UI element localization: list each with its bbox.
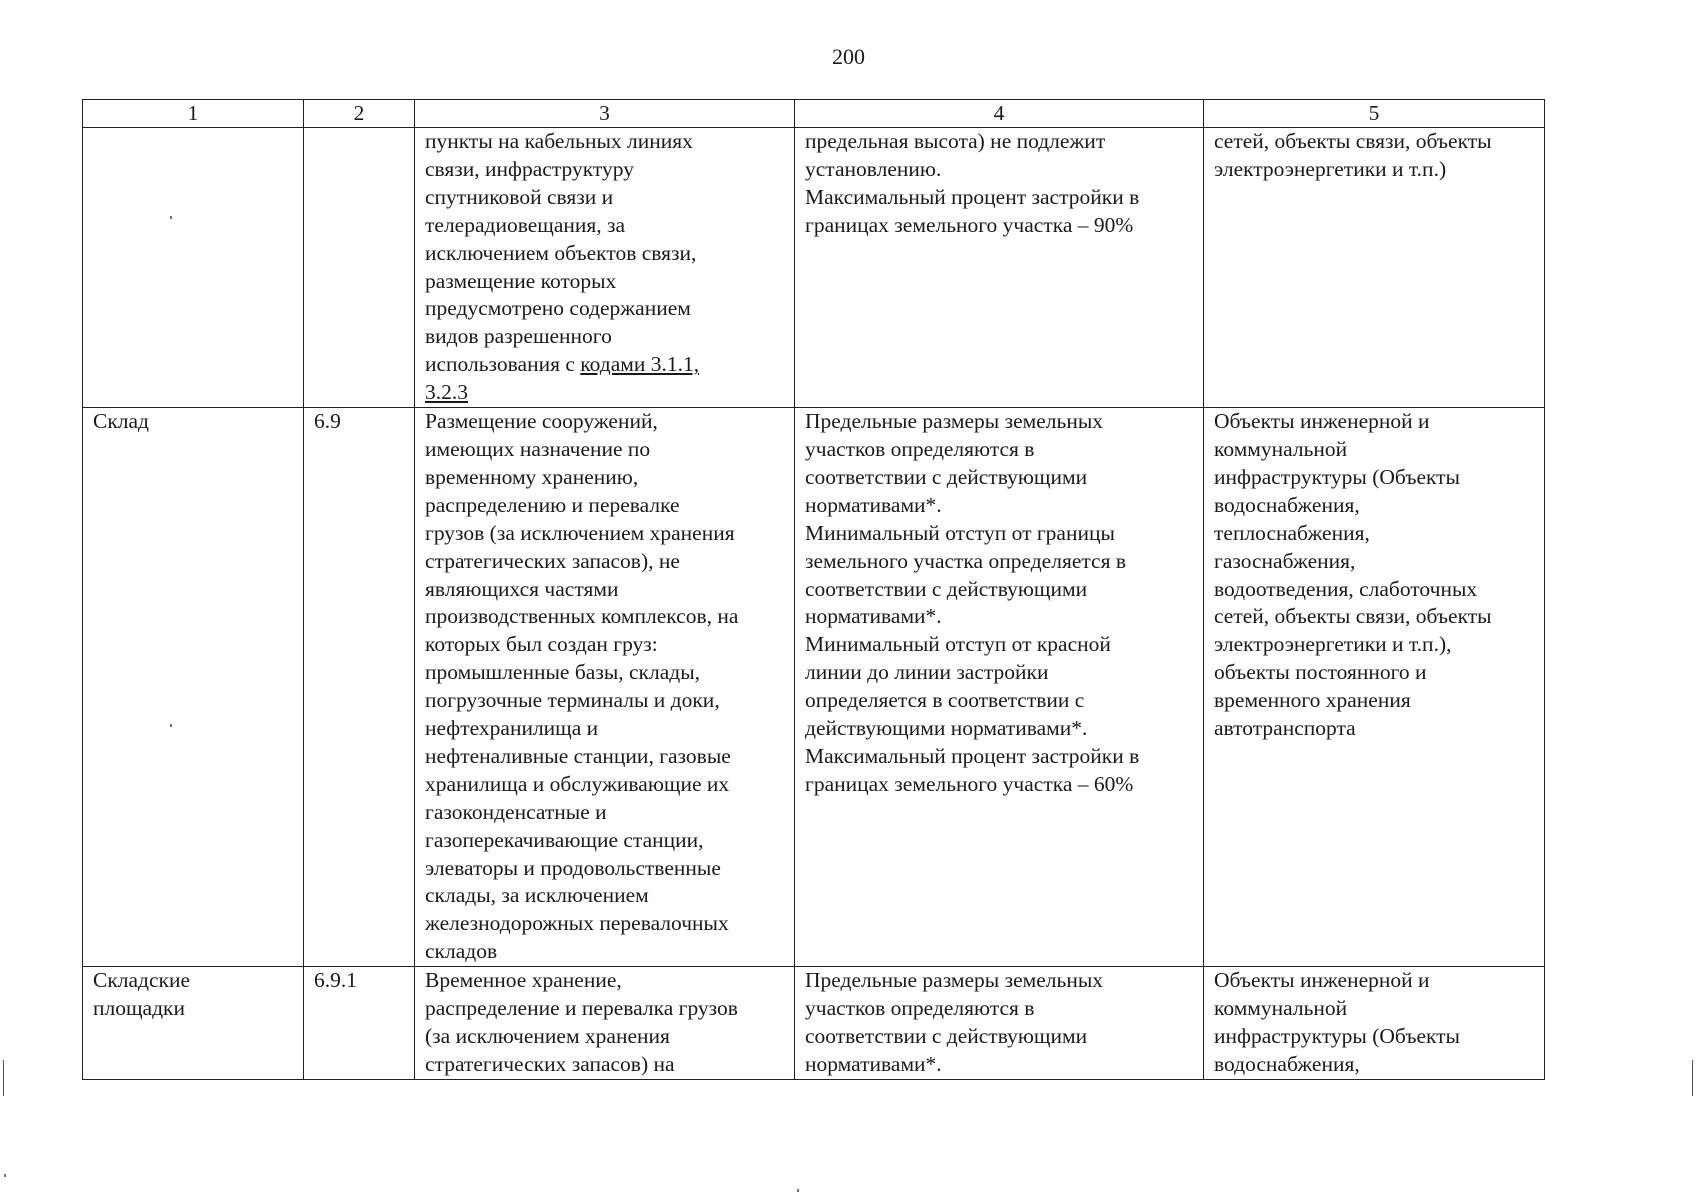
column-header-5: 5 <box>1204 100 1545 128</box>
use-type-name-cell: Склад <box>83 408 304 967</box>
scan-dot <box>4 1174 6 1177</box>
use-type-code-cell <box>304 128 415 408</box>
table-row <box>83 967 1545 1080</box>
parameters-cell: Предельные размеры земельных участков определяются в соответствии с действующими нормативами*. <box>795 967 1204 1080</box>
use-type-code-cell: 6.9.1 <box>304 967 415 1080</box>
table-row <box>83 128 1545 408</box>
parameters-cell: предельная высота) не подлежит установлению. Максимальный процент застройки в границах земельного участка – 90% <box>795 128 1204 408</box>
scan-dot <box>170 724 172 727</box>
codes-reference-link[interactable]: кодами 3.1.1, 3.2.3 <box>425 352 700 405</box>
use-type-description-cell: Размещение сооружений, имеющих назначение по временному хранению, распределению и перевалке грузов (за исключением хранения стратегических запасов), не являющихся частями производственных комплексов, на которых был создан груз: промышленные базы, склады, погрузочные терминалы и доки, нефтехранилища и нефтеналивные станции, газовые хранилища и обслуживающие их газоконденсатные и газоперекачивающие станции, элеваторы и продовольственные склады, за исключением железнодорожных перевалочных складов <box>415 408 795 967</box>
column-header-4: 4 <box>795 100 1204 128</box>
column-header-3: 3 <box>415 100 795 128</box>
scan-mark-left <box>3 1060 4 1096</box>
use-type-description-cell <box>415 128 795 408</box>
table-header-row <box>83 100 1545 128</box>
table-row <box>83 408 1545 967</box>
auxiliary-objects-cell: Объекты инженерной и коммунальной инфраструктуры (Объекты водоснабжения, теплоснабжения, газоснабжения, водоотведения, слаботочных сетей, объекты связи, объекты электроэнергетики и т.п.), объекты постоянного и временного хранения автотранспорта <box>1204 408 1545 967</box>
scan-dot <box>170 216 172 219</box>
use-type-description-cell: Временное хранение, распределение и перевалка грузов (за исключением хранения стратегических запасов) на <box>415 967 795 1080</box>
scan-dot <box>797 1189 799 1192</box>
land-use-table <box>82 99 1545 1080</box>
description-text: пункты на кабельных линиях связи, инфраструктуру спутниковой связи и телерадиовещания, за исключением объектов связи, размещение которых предусмотрено содержанием видов разрешенного использования с <box>425 129 697 377</box>
scan-mark-right <box>1692 1060 1693 1096</box>
column-header-2: 2 <box>304 100 415 128</box>
page-number: 200 <box>832 44 865 69</box>
use-type-name-cell <box>83 128 304 408</box>
auxiliary-objects-cell: сетей, объекты связи, объекты электроэнергетики и т.п.) <box>1204 128 1545 408</box>
column-header-1: 1 <box>83 100 304 128</box>
auxiliary-objects-cell: Объекты инженерной и коммунальной инфраструктуры (Объекты водоснабжения, <box>1204 967 1545 1080</box>
use-type-name-cell: Складские площадки <box>83 967 304 1080</box>
use-type-code-cell: 6.9 <box>304 408 415 967</box>
parameters-cell: Предельные размеры земельных участков определяются в соответствии с действующими нормативами*. Минимальный отступ от границы земельного участка определяется в соответствии с действующими нормативами*. Минимальный отступ от красной линии до линии застройки определяется в соответствии с действующими нормативами*. Максимальный процент застройки в границах земельного участка – 60% <box>795 408 1204 967</box>
